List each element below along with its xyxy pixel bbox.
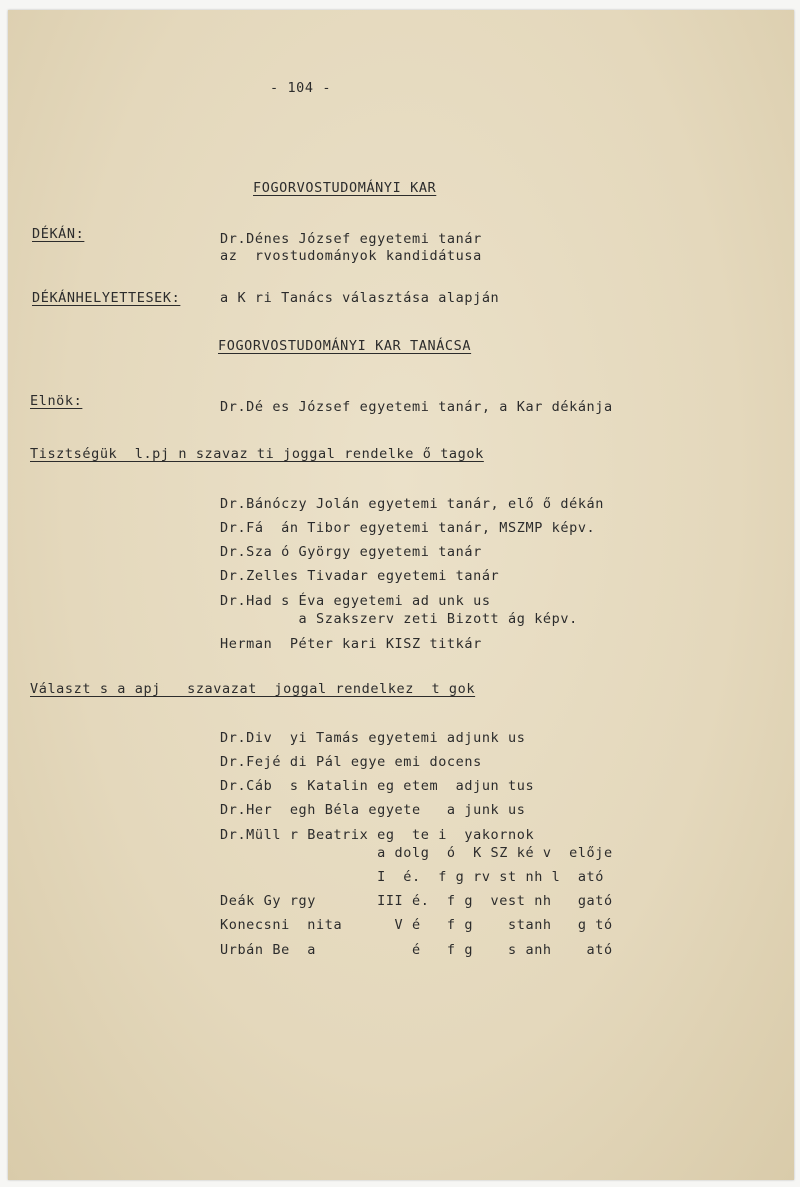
list-item: Urbán Be a é f g s anh ató — [220, 942, 613, 958]
elected-heading: Választ s a apj szavazat joggal rendelkez t gok — [30, 681, 476, 697]
ex-officio-heading: Tisztségük l.pj n szavaz ti joggal rendelke ő tagok — [30, 446, 484, 462]
list-item: a dolg ó K SZ ké v elője — [220, 845, 613, 861]
list-item: a Szakszerv zeti Bizott ág képv. — [220, 611, 578, 627]
vice-deans-text: a K ri Tanács választása alapján — [220, 290, 500, 306]
chair-label: Elnök: — [30, 393, 83, 409]
list-item: Dr.Fá án Tibor egyetemi tanár, MSZMP képv. — [220, 520, 596, 536]
list-item: Dr.Zelles Tivadar egyetemi tanár — [220, 568, 500, 584]
list-item: Deák Gy rgy III é. f g vest nh gató — [220, 893, 613, 909]
council-title: FOGORVOSTUDOMÁNYI KAR TANÁCSA — [218, 338, 472, 354]
list-item: Dr.Sza ó György egyetemi tanár — [220, 544, 482, 560]
list-item: Dr.Müll r Beatrix eg te i yakornok — [220, 827, 535, 843]
list-item: Dr.Bánóczy Jolán egyetemi tanár, elő ő dékán — [220, 496, 605, 512]
dean-line-2: az rvostudományok kandidátusa — [220, 248, 482, 264]
list-item: Dr.Fejé di Pál egye emi docens — [220, 754, 482, 770]
chair-text: Dr.Dé es József egyetemi tanár, a Kar dékánja — [220, 399, 613, 415]
dean-label: DÉKÁN: — [32, 226, 85, 242]
list-item: Dr.Her egh Béla egyete a junk us — [220, 802, 526, 818]
vice-deans-label: DÉKÁNHELYETTESEK: — [32, 290, 181, 306]
list-item: Dr.Had s Éva egyetemi ad unk us — [220, 593, 491, 609]
list-item: I é. f g rv st nh l ató — [220, 869, 605, 885]
list-item: Dr.Cáb s Katalin eg etem adjun tus — [220, 778, 535, 794]
list-item: Herman Péter kari KISZ titkár — [220, 636, 482, 652]
dean-line-1: Dr.Dénes József egyetemi tanár — [220, 231, 482, 247]
list-item: Dr.Div yi Tamás egyetemi adjunk us — [220, 730, 526, 746]
faculty-title: FOGORVOSTUDOMÁNYI KAR — [253, 180, 437, 196]
page-number: - 104 - — [270, 80, 332, 96]
list-item: Konecsni nita V é f g stanh g tó — [220, 917, 613, 933]
